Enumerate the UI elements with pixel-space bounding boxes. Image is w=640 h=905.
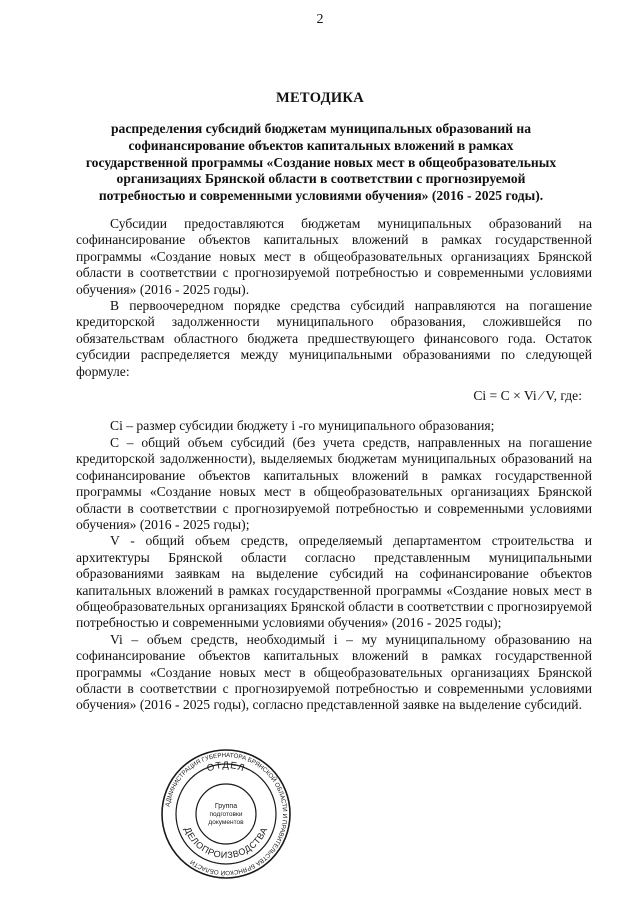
document-subtitle: распределения субсидий бюджетам муниципальных образований на софинансирование объектов капитальных вложений в рамках государственной программы «Создание новых мест в общеобразовательных организациях Брянской области в соответствии с прогнозируемой потребностью и современными условиями обучения» (2016 - 2025 годы). — [85, 121, 557, 204]
document-title: МЕТОДИКА — [275, 90, 365, 106]
paragraph-subsidies-intro: Субсидии предоставляются бюджетам муниципальных образований на софинансирование объектов капитальных вложений в рамках государственной программы «Создание новых мест в общеобразовательных организациях Брянской области в соответствии с прогнозируемой потребностью и современными условиями обучения» (2016 - 2025 годы). — [76, 216, 592, 297]
definition-c: С – общий объем субсидий (без учета средств, направленных на погашение кредиторской задолженности), выделяемых бюджетам муниципальных образований на софинансирование объектов капитальных вложений в рамках государственной программы «Создание новых мест в общеобразовательных организациях Брянской области в соответствии с прогнозируемой потребностью и современными условиями обучения» (2016 - 2025 годы); — [76, 434, 592, 532]
definition-v: V - общий объем средств, определяемый департаментом строительства и архитектуры Брянской области согласно представленным муниципальными образованиями заявкам на выделение субсидий на софинансирование объектов капитальных вложений в рамках государственной программы «Создание новых мест в общеобразовательных организациях Брянской области в соответствии с прогнозируемой потребностью и современными условиями обучения» (2016 - 2025 годы); — [76, 533, 592, 631]
official-stamp — [160, 748, 292, 880]
definition-vi: Vi – объем средств, необходимый i – му муниципальному образованию на софинансирование объектов капитальных вложений в рамках государственной программы «Создание новых мест в общеобразовательных организациях Брянской области в соответствии с прогнозируемой потребностью и современными условиями обучения» (2016 - 2025 годы), согласно представленной заявке на выделение субсидий. — [76, 631, 592, 713]
stamp-outer-ring-text: АДМИНИСТРАЦИЯ ГУБЕРНАТОРА БРЯНСКОЙ ОБЛАСТИ И ПРАВИТЕЛЬСТВА БРЯНСКОЙ ОБЛАСТИ — [164, 751, 289, 877]
stamp-center-line-1: Группа — [214, 803, 238, 810]
paragraph-priority-order: В первоочередном порядке средства субсидий направляются на погашение кредиторской задолженности муниципального образования, сложившейся по обязательствам областного бюджета предшествующего финансового года. Остаток субсидии распределяется между муниципальными образованиями по следующей формуле: — [76, 298, 592, 379]
svg-text:ОТДЕЛ — [206, 760, 247, 774]
page-number: 2 — [316, 12, 324, 27]
definition-ci: Ci – размер субсидии бюджету i -го муниципального образования; — [110, 418, 495, 434]
stamp-seal-graphic — [160, 748, 292, 880]
stamp-dept-top-text: ОТДЕЛ — [205, 759, 247, 775]
svg-text:ДЕЛОПРОИЗВОДСТВА — [183, 826, 270, 861]
stamp-dept-bottom-text: ДЕЛОПРОИЗВОДСТВА — [182, 825, 270, 861]
distribution-formula: Ci = C × Vi ⁄ V, где: — [473, 388, 582, 404]
stamp-center-line-2: подготовки — [209, 811, 243, 818]
stamp-center-line-3: документов — [208, 819, 244, 826]
document-body — [76, 216, 592, 714]
